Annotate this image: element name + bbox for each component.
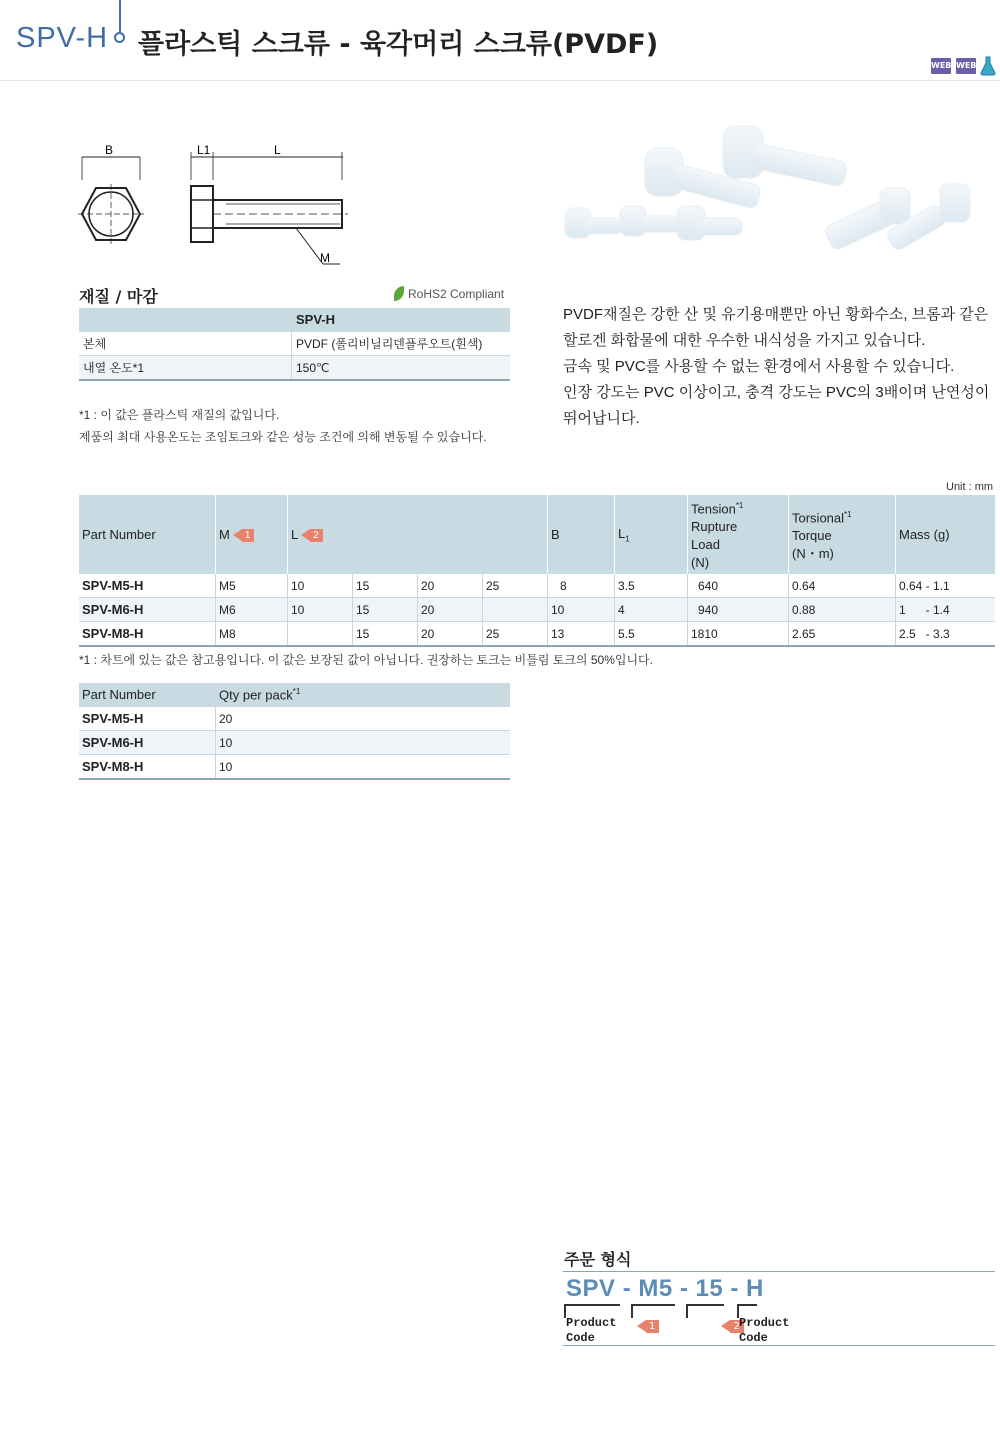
material-row-value: 150℃	[292, 356, 511, 381]
table-row: SPV-M6-H 10	[79, 731, 510, 755]
header-divider	[119, 0, 121, 32]
bracket-m	[631, 1304, 675, 1318]
page-title: 플라스틱 스크류 - 육각머리 스크류(PVDF)	[138, 29, 659, 60]
header-rule	[0, 80, 1000, 81]
col-b: B	[548, 495, 615, 574]
web-badge-icon[interactable]: WEB	[956, 58, 976, 74]
order-code-example: SPV - M5 - 15 - H	[566, 1275, 764, 1302]
table-row: SPV-M8-H M8 15 20 25 13 5.5 1810 2.65 2.5 - 3.3	[79, 622, 995, 647]
tag-1-icon: 1	[242, 529, 255, 542]
unit-label: Unit : mm	[946, 481, 994, 493]
description-line: 뛰어납니다.	[563, 410, 640, 427]
material-note-1: *1 : 이 값은 플라스틱 재질의 값입니다.	[79, 408, 280, 422]
order-label-code: Product Code	[739, 1316, 790, 1345]
dim-label-l1: L1	[197, 143, 211, 157]
description-line: 금속 및 PVC를 사용할 수 없는 환경에서 사용할 수 있습니다.	[563, 358, 955, 375]
flask-icon[interactable]	[980, 56, 996, 76]
dim-label-m: M	[320, 251, 330, 265]
table-row: SPV-M5-H 20	[79, 707, 510, 731]
material-row-label: 본체	[79, 332, 292, 356]
col-qty: Qty per pack$^{*1}$	[216, 683, 511, 707]
tag-2-icon: 2	[310, 529, 323, 542]
product-photo	[555, 118, 985, 278]
material-row-label: 내열 온도*1	[79, 356, 292, 381]
tag-2-icon: 2	[730, 1320, 743, 1333]
material-note-2: 제품의 최대 사용온도는 조임토크와 같은 성능 조건에 의해 변동될 수 있습니다.	[79, 430, 487, 444]
dim-label-b: B	[105, 143, 114, 157]
material-section-title: 재질 / 마감	[79, 287, 158, 306]
product-description	[563, 302, 999, 432]
col-l: L 2	[288, 495, 548, 574]
material-header: SPV-H	[292, 308, 511, 332]
order-label-product: Product Code	[566, 1316, 617, 1345]
order-rule	[563, 1345, 995, 1346]
col-part-number: Part Number	[79, 495, 216, 574]
col-part-number: Part Number	[79, 683, 216, 707]
col-torque: Torsional$^{*1}$ Torque (N・m)	[789, 495, 896, 574]
col-l1: $L_1$	[615, 495, 688, 574]
material-table	[79, 308, 510, 381]
leaf-icon	[394, 286, 404, 301]
dim-label-l: L	[274, 143, 281, 157]
order-rule	[563, 1271, 995, 1272]
table-row: SPV-M8-H 10	[79, 755, 510, 780]
description-line: 인장 강도는 PVC 이상이고, 충격 강도는 PVC의 3배이며 난연성이	[563, 384, 990, 401]
web-badge-icon[interactable]: WEB	[931, 58, 951, 74]
description-line: 할로겐 화합물에 대한 우수한 내식성을 가지고 있습니다.	[563, 332, 926, 349]
spec-table	[79, 495, 995, 647]
order-format-title: 주문 형식	[564, 1250, 632, 1269]
col-tension: Tension$^{*1}$ Rupture Load (N)	[688, 495, 789, 574]
header-divider-dot	[114, 32, 125, 43]
tag-1-icon: 1	[646, 1320, 659, 1333]
col-mass: Mass (g)	[896, 495, 996, 574]
table-row: SPV-M5-H M5 10 15 20 25 8 3.5 640 0.64 0.64 - 1.1	[79, 574, 995, 598]
product-code-heading: SPV-H	[16, 22, 109, 54]
rohs-badge: RoHS2 Compliant	[394, 286, 504, 301]
qty-table	[79, 683, 510, 780]
table-row: SPV-M6-H M6 10 15 20 10 4 940 0.88 1 - 1.4	[79, 598, 995, 622]
material-row-value: PVDF (폴리비닐리덴플루오트(흰색)	[292, 332, 511, 356]
screw-dimension-drawing	[78, 140, 378, 270]
bracket-l	[686, 1304, 724, 1318]
col-m: M 1	[216, 495, 288, 574]
spec-note: *1 : 차트에 있는 값은 참고용입니다. 이 값은 보장된 값이 아닙니다. 권장하는 토크는 비틀림 토크의 50%입니다.	[79, 653, 653, 667]
description-line: PVDF재질은 강한 산 및 유기용매뿐만 아닌 황화수소, 브롬과 같은	[563, 306, 989, 323]
